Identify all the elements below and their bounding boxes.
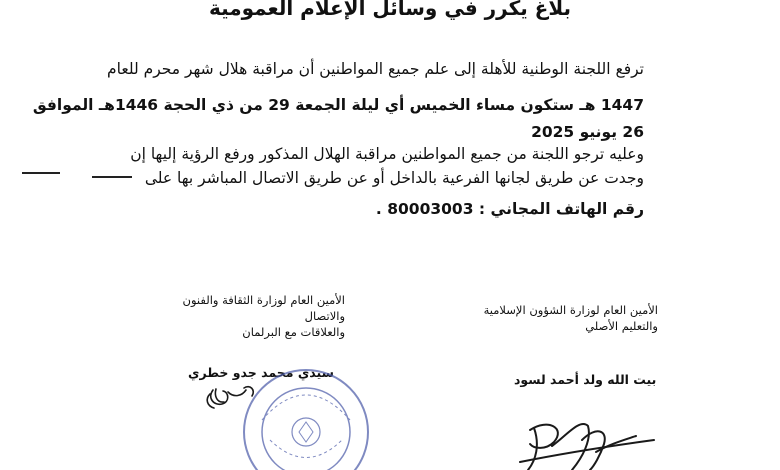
left-signatory-title-line2: والعلاقات مع البرلمان	[242, 325, 345, 339]
left-handwritten-signature	[207, 387, 253, 408]
official-stamp	[244, 370, 368, 470]
paragraph2-line3: رقم الهاتف المجاني : 80003003 .	[375, 200, 644, 218]
right-signatory-title-line2: والتعليم الأصلي	[585, 319, 658, 333]
right-handwritten-signature	[520, 424, 654, 470]
paragraph2-line2: وجدت عن طريق لجانها الفرعية بالداخل أو عن طريق الاتصال المباشر بها على	[144, 169, 644, 187]
paragraph2-line1: وعليه ترجو اللجنة من جميع المواطنين مراقبة الهلال المذكور ورفع الرؤية إليها إن	[130, 145, 644, 163]
right-signatory-title-line1: الأمين العام لوزارة الشؤون الإسلامية	[483, 303, 658, 317]
right-signatory-name: بيت الله ولد أحمد لسود	[514, 372, 657, 387]
document-title: بلاغ يكرر في وسائل الإعلام العمومية	[208, 0, 572, 20]
left-signatory-title-line1: الأمين العام لوزارة الثقافة والفنون والاتصال	[182, 293, 345, 323]
paragraph1-line3: 26 يونيو 2025	[531, 123, 644, 141]
paragraph1-line1: ترفع اللجنة الوطنية للأهلة إلى علم جميع المواطنين أن مراقبة هلال شهر محرم للعام	[107, 60, 644, 78]
left-signatory-name: سيدي محمد جدو خطري	[188, 365, 334, 380]
paragraph1-line2: 1447 هـ ستكون مساء الخميس أي ليلة الجمعة 29 من ذي الحجة 1446هـ الموافق	[32, 96, 644, 114]
